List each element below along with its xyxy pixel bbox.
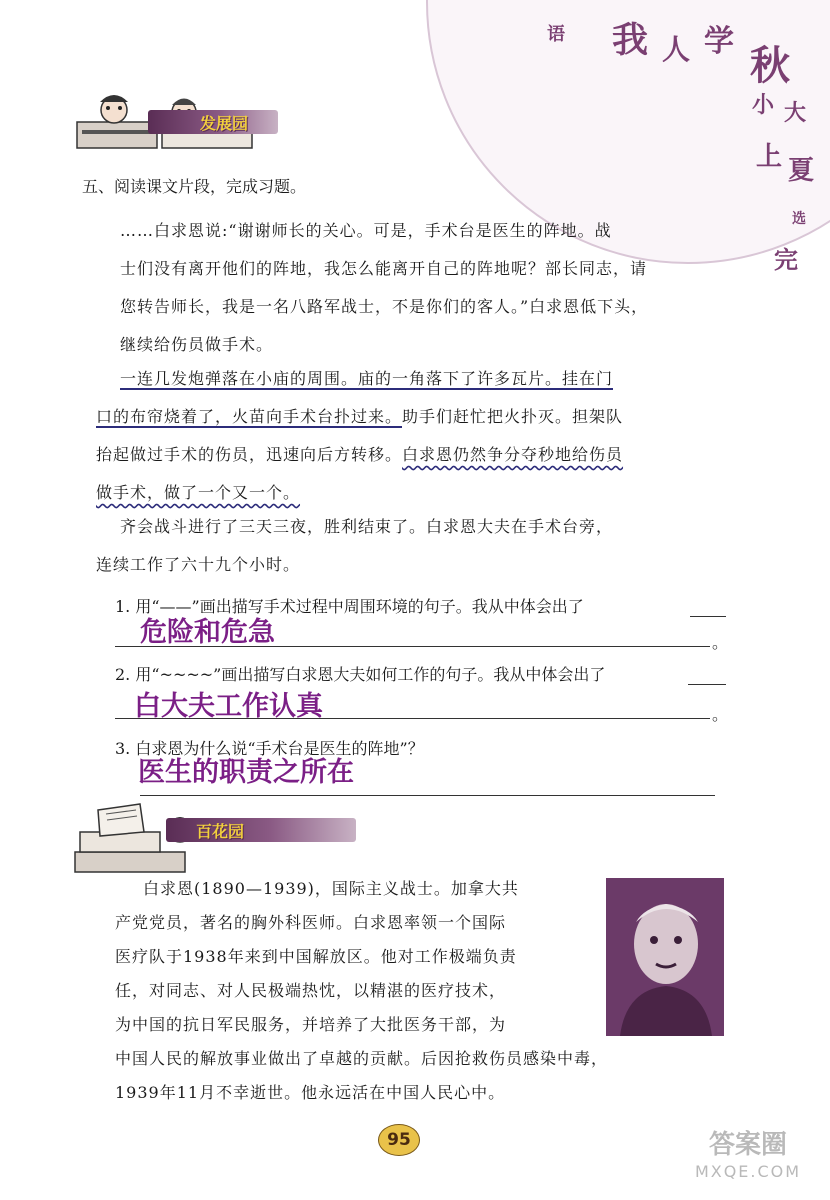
handwritten-answer: 医生的职责之所在 xyxy=(138,757,354,788)
corner-char: 完 xyxy=(774,245,798,274)
watermark xyxy=(678,1128,818,1192)
underlined-sentence: 口的布帘烧着了，火苗向手术台扑过来。 xyxy=(96,407,403,426)
watermark-text: 答案圈 xyxy=(708,1130,787,1160)
bio-line: 为中国的抗日军民服务，并培养了大批医务干部，为 xyxy=(115,1015,507,1034)
banner-bar xyxy=(166,818,356,842)
underlined-sentence: 一连几发炮弹落在小庙的周围。庙的一角落下了许多瓦片。挂在门 xyxy=(120,369,614,388)
answer-blank[interactable] xyxy=(688,684,726,685)
bio-line: 1939年11月不幸逝世。他永远活在中国人民心中。 xyxy=(115,1083,506,1102)
section-banner-label: 百花园 xyxy=(196,822,245,841)
page-number: 95 xyxy=(378,1124,420,1156)
passage-line: 您转告师长，我是一名八路军战士，不是你们的客人。”白求恩低下头， xyxy=(120,297,649,316)
answer-blank[interactable] xyxy=(140,795,715,796)
passage-paragraph xyxy=(96,508,730,584)
handwritten-answer: 危险和危急 xyxy=(140,617,275,648)
corner-char: 大 xyxy=(784,100,807,126)
biography xyxy=(115,872,608,1110)
section-banner-label: 发展园 xyxy=(200,114,249,133)
period: 。 xyxy=(712,705,729,724)
watermark-url: MXQE.COM xyxy=(694,1162,802,1181)
corner-char: 选 xyxy=(792,211,806,227)
passage-line: 士们没有离开他们的阵地，我怎么能离开自己的阵地呢？部长同志，请 xyxy=(120,259,648,278)
corner-char: 人 xyxy=(662,33,691,66)
corner-char: 夏 xyxy=(788,156,815,186)
bio-line: 产党党员，著名的胸外科医师。白求恩率领一个国际 xyxy=(115,913,507,932)
passage-text: 助手们赶忙把火扑灭。担架队 xyxy=(402,407,624,426)
wavy-underlined-sentence: 做手术，做了一个又一个。 xyxy=(96,483,301,502)
question-text: 1. 用“——”画出描写手术过程中周围环境的句子。我从中体会出了 xyxy=(115,597,584,616)
bio-line: 医疗队于1938年来到中国解放区。他对工作极端负责 xyxy=(115,947,517,966)
question-text: 3. 白求恩为什么说“手术台是医生的阵地”？ xyxy=(115,739,424,758)
bio-line: 任，对同志、对人民极端热忱，以精湛的医疗技术， xyxy=(115,981,507,1000)
passage-paragraph xyxy=(96,360,730,512)
wavy-underlined-sentence: 白求恩仍然争分夺秒地给伤员 xyxy=(402,445,624,464)
bethune-portrait xyxy=(606,878,724,1036)
section-title: 五、阅读课文片段，完成习题。 xyxy=(82,177,307,196)
question-text: 2. 用“~~~~”画出描写白求恩大夫如何工作的句子。我从中体会出了 xyxy=(115,665,606,684)
period: 。 xyxy=(712,633,729,652)
passage-line: 齐会战斗进行了三天三夜，胜利结束了。白求恩大夫在手术台旁， xyxy=(120,517,614,536)
corner-char: 上 xyxy=(756,142,783,172)
passage-line: 连续工作了六十九个小时。 xyxy=(96,555,301,574)
handwritten-answer: 白大夫工作认真 xyxy=(134,691,323,722)
bio-line: 白求恩(1890—1939)，国际主义战士。加拿大共 xyxy=(143,879,519,898)
passage-paragraph xyxy=(120,212,730,364)
passage-line: ……白求恩说:“谢谢师长的关心。可是，手术台是医生的阵地。战 xyxy=(120,221,612,240)
passage-text: 抬起做过手术的伤员，迅速向后方转移。 xyxy=(96,445,403,464)
corner-char: 语 xyxy=(547,24,565,45)
corner-char: 我 xyxy=(612,19,649,61)
bio-line: 中国人民的解放事业做出了卓越的贡献。后因抢救伤员感染中毒， xyxy=(115,1049,609,1068)
corner-char: 学 xyxy=(704,24,734,59)
answer-blank[interactable] xyxy=(690,616,726,617)
corner-char: 秋 xyxy=(750,42,790,89)
corner-char: 小 xyxy=(752,92,775,118)
passage-line: 继续给伤员做手术。 xyxy=(120,335,274,354)
